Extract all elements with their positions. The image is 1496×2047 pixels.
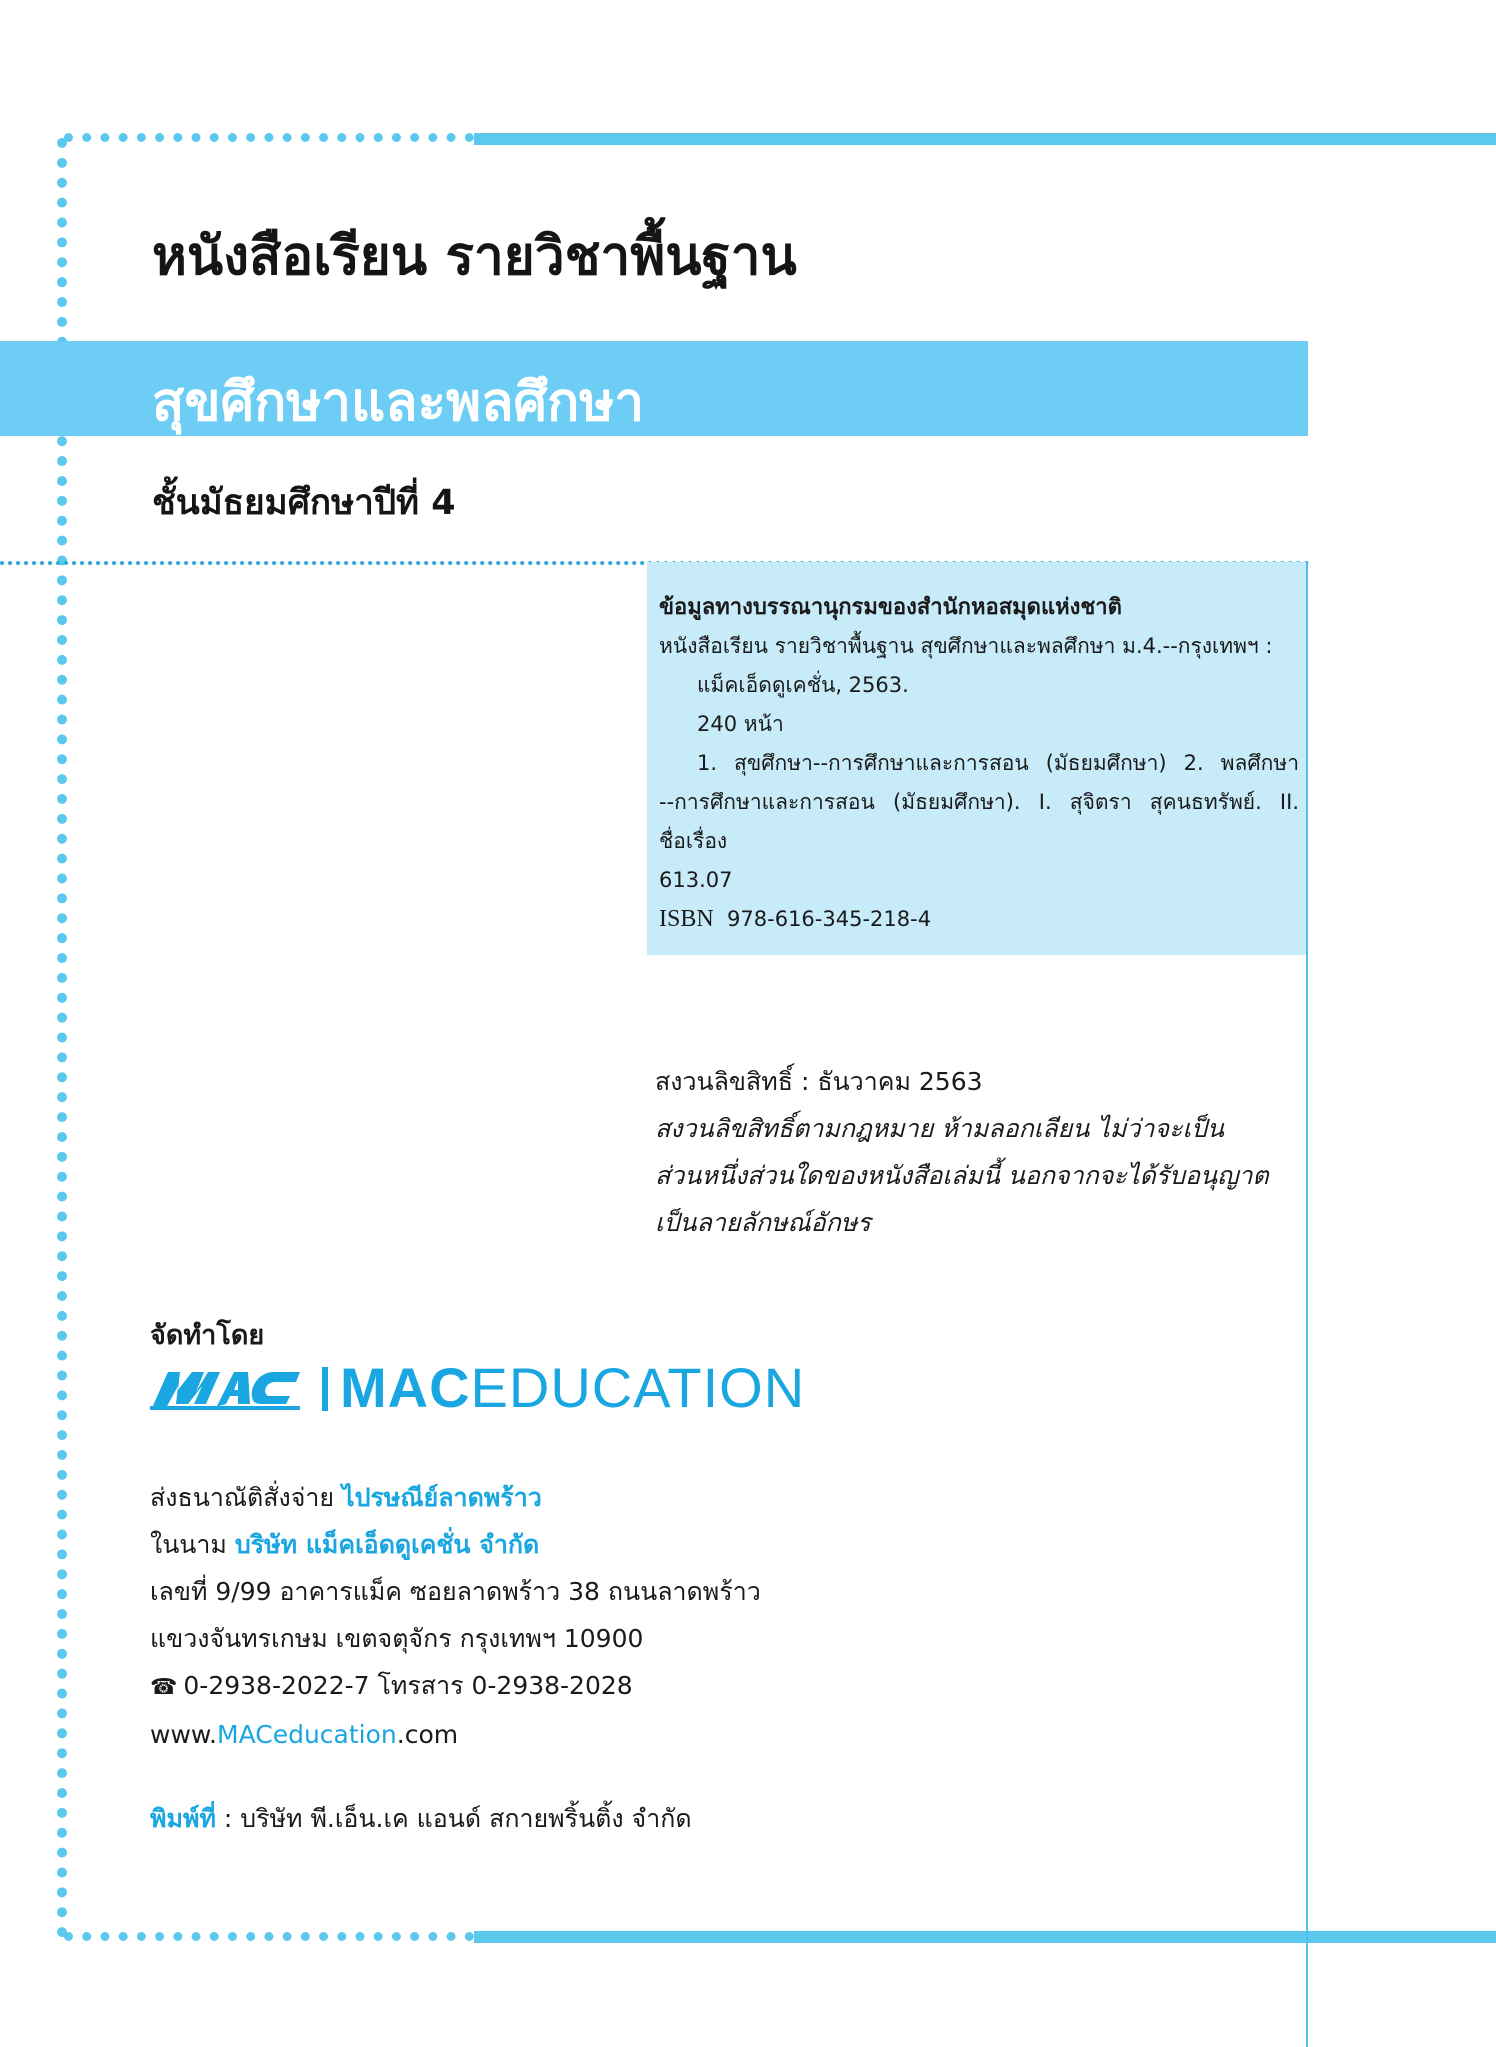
catalog-line: แม็คเอ็ดดูเคชั่น, 2563. <box>697 673 909 697</box>
catalog-heading: ข้อมูลทางบรรณานุกรมของสำนักหอสมุดแห่งชาติ <box>659 595 1122 620</box>
remittance-prefix: ส่งธนาณัติสั่งจ่าย <box>150 1483 335 1512</box>
payee-line <box>150 1521 761 1568</box>
catalog-line: หนังสือเรียน รายวิชาพื้นฐาน สุขศึกษาและพลศึกษา ม.4.--กรุงเทพฯ : <box>659 634 1273 658</box>
copyright-notice-line: สงวนลิขสิทธิ์ตามกฎหมาย ห้ามลอกเลียน ไม่ว่าจะเป็น <box>655 1114 1224 1143</box>
mac-logo-mark-icon <box>150 1364 310 1412</box>
remittance-line <box>150 1474 761 1521</box>
logo-education-text: EDUCATION <box>470 1356 806 1419</box>
frame-bottom-solid-line <box>474 1931 1496 1943</box>
logo-wordmark <box>318 1358 805 1418</box>
payee-name: บริษัท แม็คเอ็ดดูเคชั่น จำกัด <box>234 1530 540 1559</box>
catalog-line: ชื่อเรื่อง <box>659 829 728 853</box>
payee-prefix: ในนาม <box>150 1530 227 1559</box>
frame-top-solid-line <box>474 133 1496 145</box>
produced-by-label: จัดทำโดย <box>150 1320 265 1351</box>
printer-line <box>150 1799 692 1839</box>
catalog-isbn <box>659 900 1299 939</box>
copyright-notice-line: เป็นลายลักษณ์อักษร <box>655 1208 871 1237</box>
website-line[interactable] <box>150 1711 761 1758</box>
copyright-notice-line: ส่วนหนึ่งส่วนใดของหนังสือเล่มนี้ นอกจากจะได้รับอนุญาต <box>655 1161 1269 1190</box>
website-brand: MACeducation <box>217 1720 397 1749</box>
isbn-label: ISBN <box>659 906 714 932</box>
printer-label: พิมพ์ที่ <box>150 1804 216 1833</box>
contact-block <box>150 1474 761 1758</box>
catalog-classification: 613.07 <box>659 868 733 892</box>
frame-bottom-dotted-line <box>64 1932 474 1941</box>
phone-line <box>150 1662 761 1711</box>
telephone-icon: ☎ <box>150 1675 178 1700</box>
isbn-value: 978-616-345-218-4 <box>727 907 932 931</box>
remittance-office: ไปรษณีย์ลาดพร้าว <box>342 1483 542 1512</box>
logo-divider <box>322 1367 328 1411</box>
catalog-data <box>659 588 1299 939</box>
book-title: หนังสือเรียน รายวิชาพื้นฐาน <box>152 226 797 287</box>
subject-title: สุขศึกษาและพลศึกษา <box>152 372 644 433</box>
website-suffix: .com <box>396 1720 459 1749</box>
copyright-label: สงวนลิขสิทธิ์ : ธันวาคม 2563 <box>655 1067 983 1096</box>
frame-right-line <box>1306 562 1308 2047</box>
printer-name: : บริษัท พี.เอ็น.เค แอนด์ สกายพริ้นติ้ง จำกัด <box>215 1804 692 1833</box>
mac-education-logo <box>150 1358 805 1418</box>
copyright-block <box>655 1058 1295 1246</box>
grade-title: ชั้นมัธยมศึกษาปีที่ 4 <box>152 483 456 523</box>
catalog-line: --การศึกษาและการสอน (มัธยมศึกษา). I. สุจิตรา สุคนธทรัพย์. II. <box>659 790 1299 814</box>
address-line: เลขที่ 9/99 อาคารแม็ค ซอยลาดพร้าว 38 ถนนลาดพร้าว <box>150 1577 761 1606</box>
phone-numbers: 0-2938-2022-7 โทรสาร 0-2938-2028 <box>183 1671 633 1700</box>
website-prefix: www. <box>150 1720 217 1749</box>
catalog-line: 1. สุขศึกษา--การศึกษาและการสอน (มัธยมศึกษา) 2. พลศึกษา <box>697 751 1299 775</box>
logo-mac-text: MAC <box>340 1356 471 1419</box>
address-line: แขวงจันทรเกษม เขตจตุจักร กรุงเทพฯ 10900 <box>150 1624 644 1653</box>
frame-top-dotted-line <box>64 133 474 142</box>
catalog-line: 240 หน้า <box>697 712 784 736</box>
